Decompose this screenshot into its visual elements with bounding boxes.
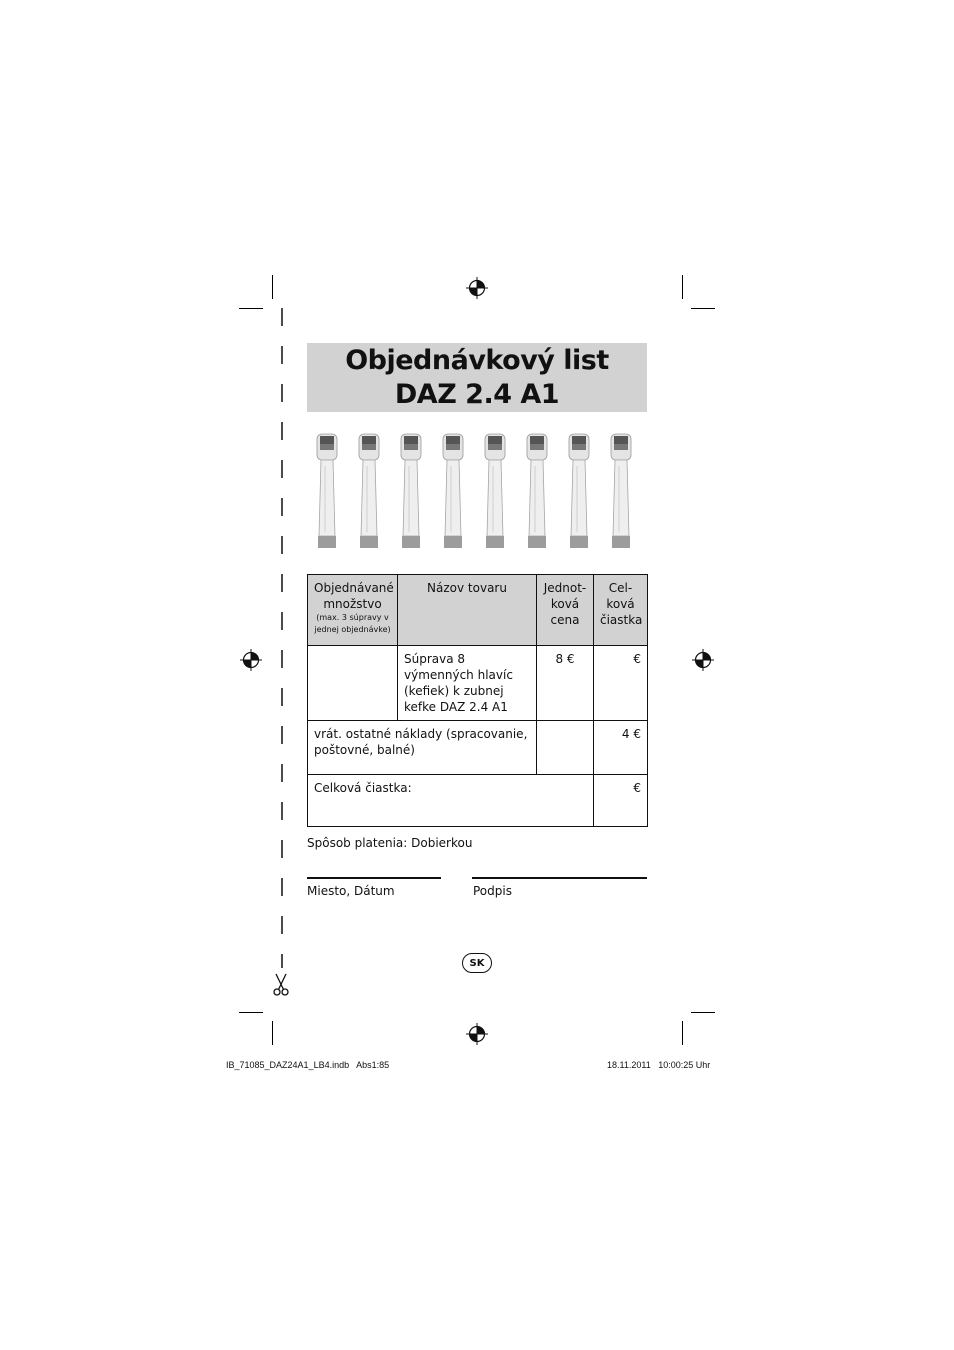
header-product: Názov tovaru	[398, 575, 537, 646]
crop-mark	[682, 1021, 683, 1045]
cut-line	[278, 308, 286, 968]
crop-mark	[691, 308, 715, 309]
sum-total-field[interactable]: €	[594, 775, 648, 827]
registration-mark-icon	[466, 1023, 488, 1045]
page-subtitle: DAZ 2.4 A1	[394, 378, 560, 410]
crop-mark	[239, 308, 263, 309]
toothbrush-head-icon	[443, 434, 463, 548]
registration-mark-icon	[466, 277, 488, 299]
scissors-icon	[271, 972, 291, 996]
toothbrush-head-icon	[359, 434, 379, 548]
title-box	[307, 343, 647, 412]
signature-line[interactable]	[472, 877, 647, 879]
crop-mark	[239, 1012, 263, 1013]
header-total: Cel-ková čiastka	[594, 575, 648, 646]
costs-total: 4 €	[594, 721, 648, 775]
table-header-row	[308, 575, 648, 646]
toothbrush-head-icon	[527, 434, 547, 548]
footer-timestamp: 18.11.2011 10:00:25 Uhr	[607, 1060, 711, 1070]
language-badge: SK	[462, 953, 492, 973]
table-row	[308, 646, 648, 721]
product-total-field[interactable]: €	[594, 646, 648, 721]
product-name: Súprava 8 výmenných hlavíc (kefiek) k zubnej kefke DAZ 2.4 A1	[398, 646, 537, 721]
toothbrush-head-icon	[401, 434, 421, 548]
product-image	[313, 432, 647, 552]
place-date-label: Miesto, Dátum	[307, 884, 395, 898]
crop-mark	[691, 1012, 715, 1013]
footer-file-info: IB_71085_DAZ24A1_LB4.indb Abs1:85	[226, 1060, 390, 1070]
crop-mark	[272, 1021, 273, 1045]
header-quantity-label: Objednávané množstvo	[314, 581, 394, 611]
registration-mark-icon	[240, 649, 262, 671]
toothbrush-head-icon	[611, 434, 631, 548]
registration-mark-icon	[692, 649, 714, 671]
table-row	[308, 721, 648, 775]
place-date-line[interactable]	[307, 877, 441, 879]
table-row	[308, 775, 648, 827]
costs-label: vrát. ostatné náklady (spracovanie, poštovné, balné)	[308, 721, 537, 775]
unit-price: 8 €	[537, 646, 594, 721]
crop-mark	[682, 275, 683, 299]
costs-empty-cell	[537, 721, 594, 775]
page-title: Objednávkový list	[345, 344, 609, 376]
toothbrush-head-icon	[317, 434, 337, 548]
header-quantity	[308, 575, 398, 646]
toothbrush-head-icon	[569, 434, 589, 548]
payment-method: Spôsob platenia: Dobierkou	[307, 836, 473, 850]
order-table	[307, 574, 648, 827]
sum-label: Celková čiastka:	[308, 775, 594, 827]
header-unit-price: Jednot-ková cena	[537, 575, 594, 646]
signature-label: Podpis	[473, 884, 512, 898]
toothbrush-head-icon	[485, 434, 505, 548]
crop-mark	[272, 275, 273, 299]
header-quantity-note: (max. 3 súpravy v jednej objednávke)	[314, 613, 391, 634]
quantity-field[interactable]	[308, 646, 398, 721]
